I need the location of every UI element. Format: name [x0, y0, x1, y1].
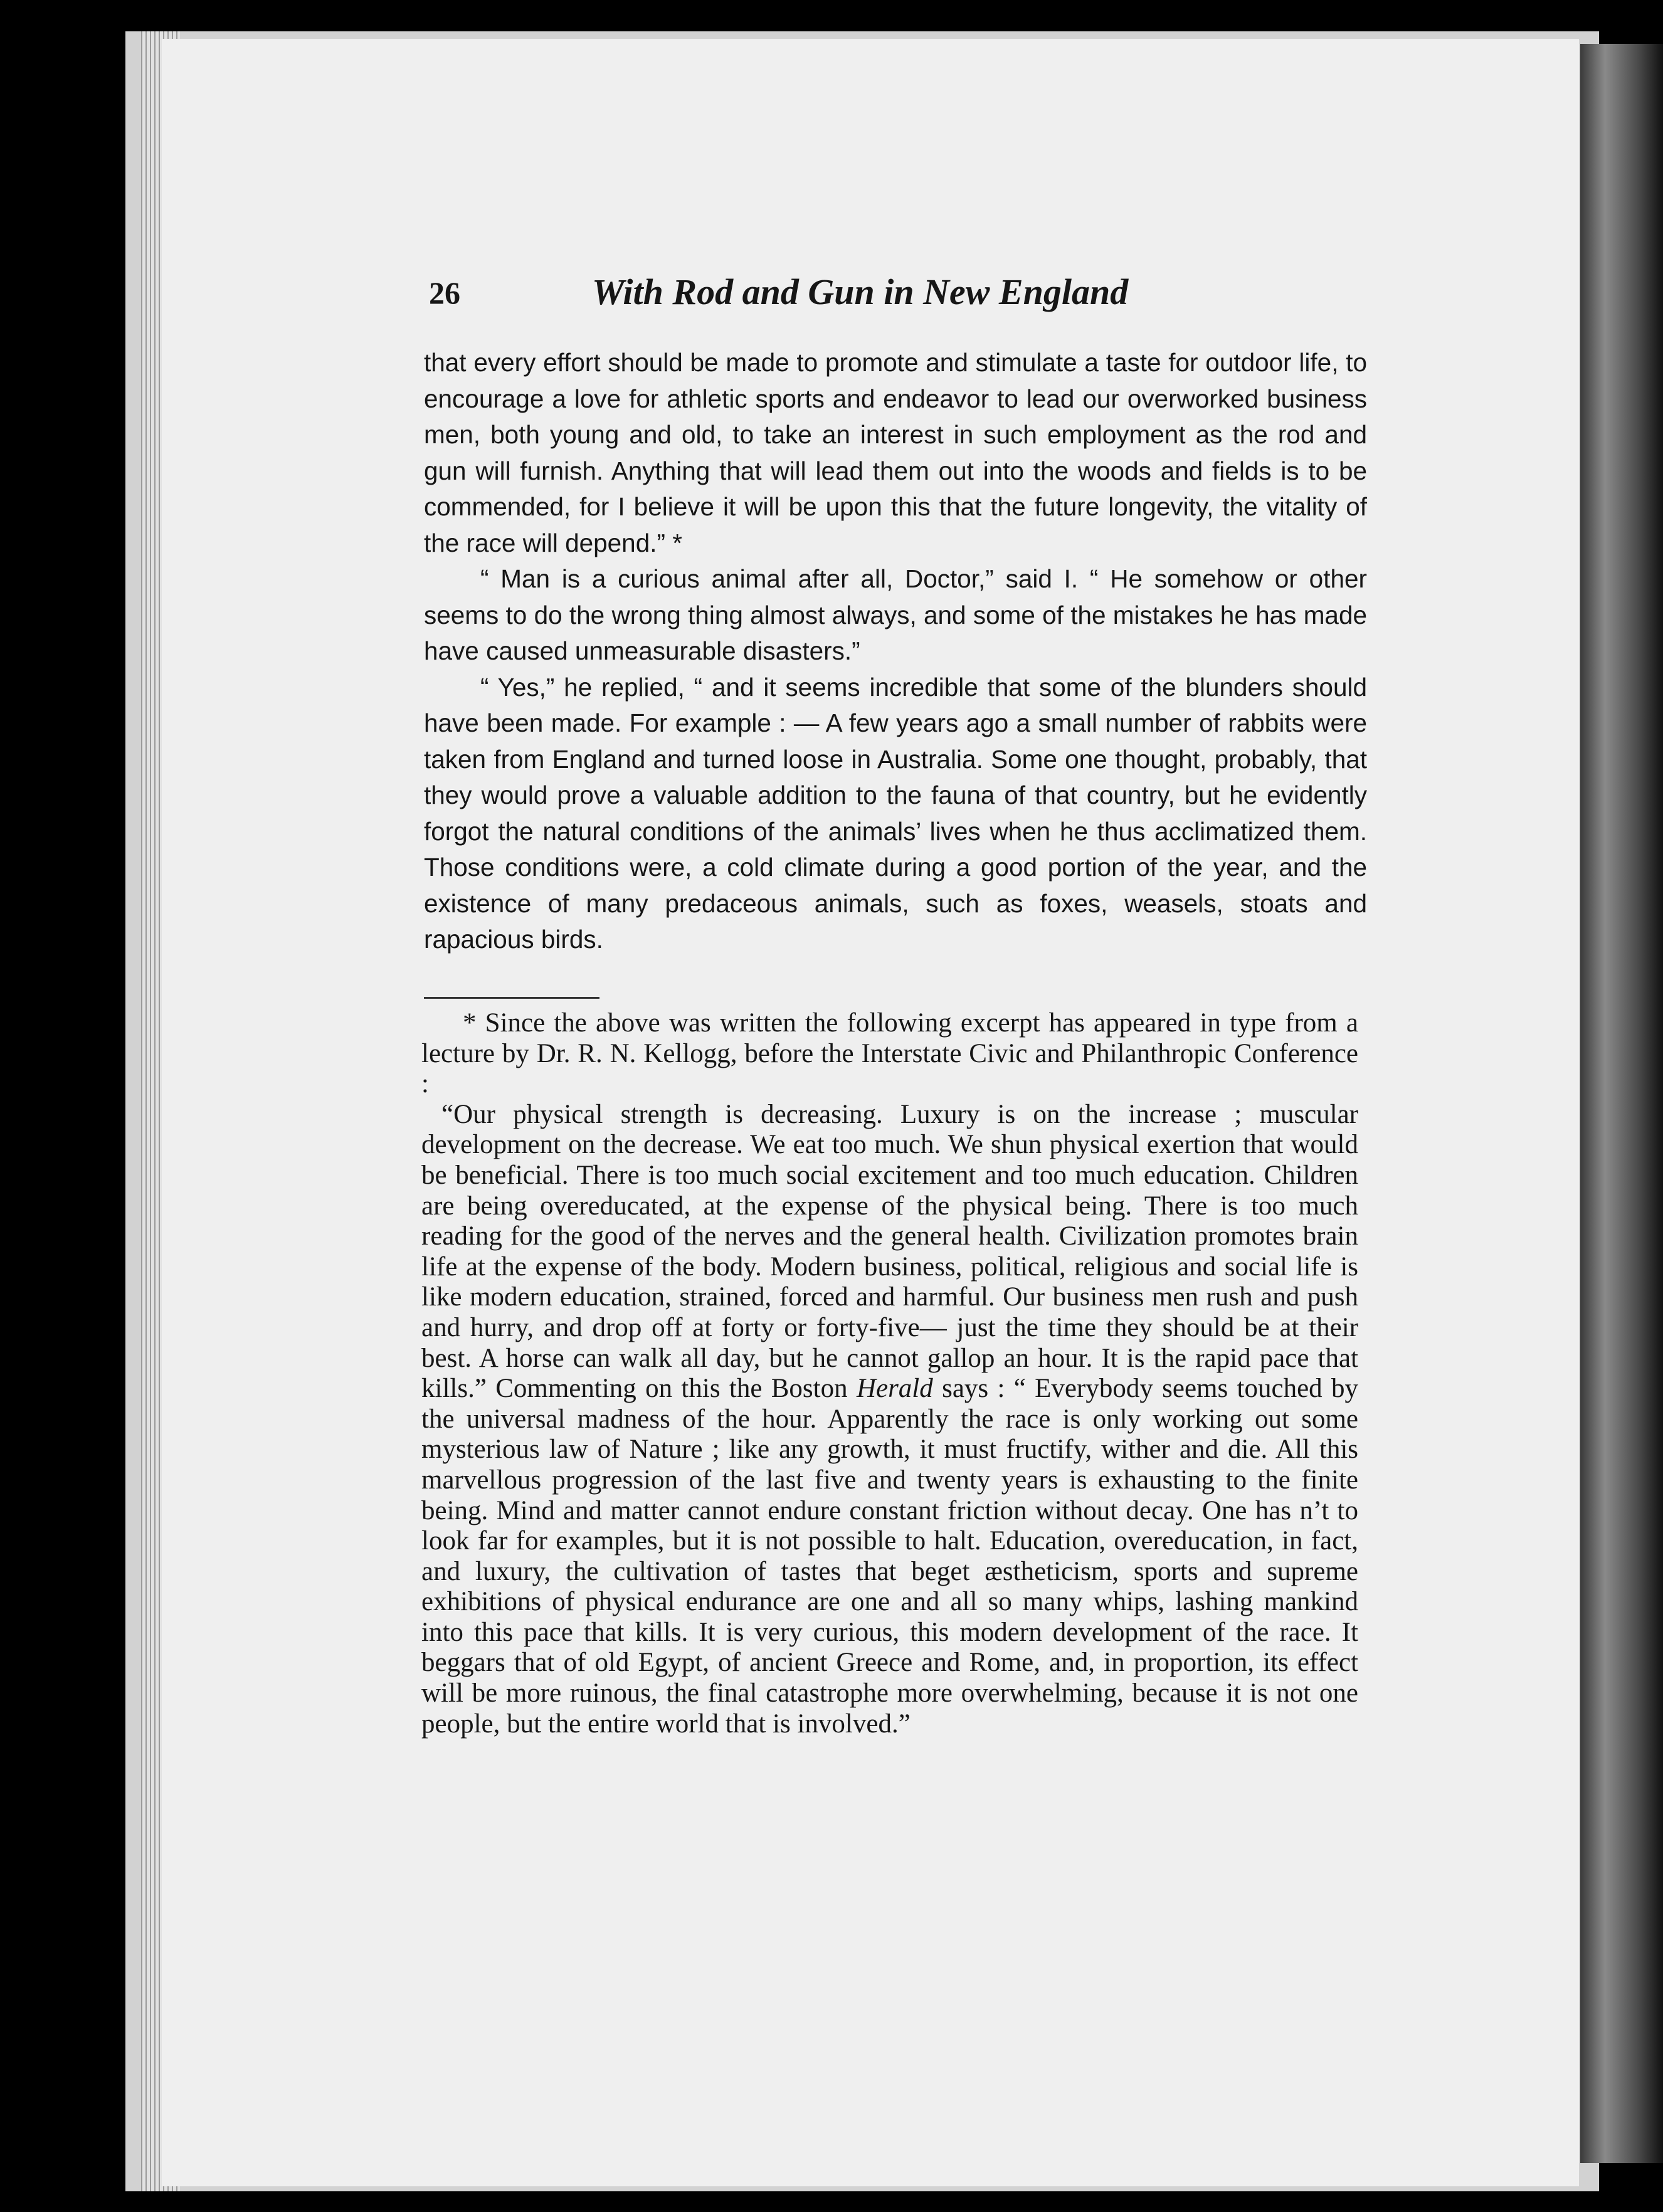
- footnote: [421, 1008, 1358, 1739]
- footnote-quote: [421, 1100, 1358, 1739]
- binding-shadow: [1580, 44, 1663, 2163]
- page-number: 26: [429, 275, 460, 310]
- herald-title: Herald: [856, 1374, 933, 1404]
- footnote-quote-part2: says : “ Everybody seems touched by the universal madness of the hour. Apparently the race is only working out some mysterious law of Nature ; like any growth, it must fructify, wither and die. All this marvellous progression of the last five and twenty years is exhausting to the finite being. Mind and matter cannot endure constant friction without decay. One has n’t to look far for examples, but it is not possible to halt. Education, overeducation, in fact, and luxury, the cultivation of tastes that beget æstheticism, sports and supreme exhibitions of physical endurance are one and all so many whips, lashing mankind into this pace that kills. It is very curious, this modern development of the race. It beggars that of old Egypt, of ancient Greece and Rome, and, in proportion, its effect will be more ruinous, the final catastrophe more overwhelming, because it is not one people, but the entire world that is involved.”: [421, 1374, 1359, 1739]
- running-head: [429, 263, 1206, 326]
- main-text: [424, 345, 1367, 958]
- footnote-rule: [424, 997, 599, 999]
- paragraph-rabbits: “ Yes,” he replied, “ and it seems incredible that some of the blunders should have been made. For example : — A few years ago a small number of rabbits were taken from England and turned loose in Australia. Some one thought, probably, that they would prove a valuable addition to the fauna of that country, but he evidently forgot the natural conditions of the animals’ lives when he thus acclimatized them. Those conditions were, a cold climate during a good portion of the year, and the existence of many predaceous animals, such as foxes, weasels, stoats and rapacious birds.: [424, 672, 1367, 954]
- running-title: With Rod and Gun in New England: [592, 271, 1129, 312]
- paragraph-continued: that every effort should be made to promote and stimulate a taste for outdoor life, to encourage a love for athletic sports and endeavor to lead our overworked business men, both young and old, to take an interest in such employment as the rod and gun will furnish. Anything that will lead them out into the woods and fields is to be commended, for I believe it will be upon this that the future longevity, the vitality of the race will depend.” *: [424, 348, 1367, 557]
- footnote-intro: * Since the above was written the following excerpt has appeared in type from a lecture by Dr. R. N. Kellogg, before the Interstate Civic and Philanthropic Conference :: [421, 1008, 1358, 1099]
- footnote-quote-part1: “Our physical strength is decreasing. Luxury is on the increase ; muscular development on the decrease. We eat too much. We shun physical exertion that would be beneficial. There is too much social excitement and too much education. Children are being overeducated, at the expense of the physical being. There is too much reading for the good of the nerves and the general health. Civilization promotes brain life at the expense of the body. Modern business, political, religious and social life is like modern education, strained, forced and harmful. Our business men rush and push and hurry, and drop off at forty or forty-five— just the time they should be at their best. A horse can walk all day, but he cannot gallop an hour. It is the rapid pace that kills.” Commenting on this the Boston: [421, 1099, 1358, 1404]
- paragraph-man-curious: “ Man is a curious animal after all, Doctor,” said I. “ He somehow or other seems to do the wrong thing almost always, and some of the mistakes he has made have caused unmeasurable disasters.”: [424, 564, 1367, 665]
